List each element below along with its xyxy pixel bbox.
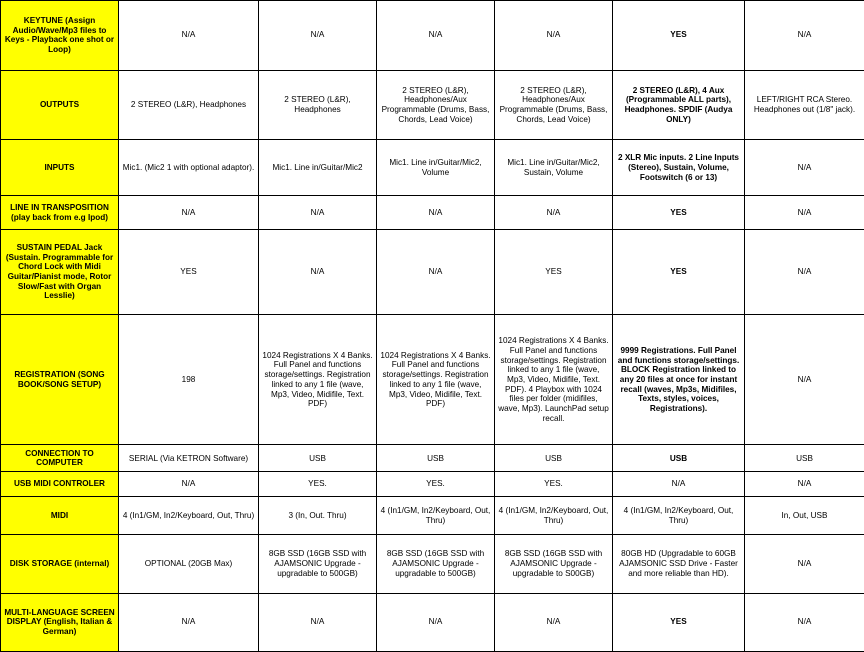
table-cell: N/A	[119, 1, 259, 71]
table-cell: N/A	[119, 593, 259, 651]
row-feature-label: MULTI-LANGUAGE SCREEN DISPLAY (English, Italian & German)	[1, 593, 119, 651]
table-cell: 8GB SSD (16GB SSD with AJAMSONIC Upgrade - upgradable to 500GB)	[377, 535, 495, 593]
table-cell: N/A	[377, 196, 495, 230]
table-cell: 2 STEREO (L&R), Headphones/Aux Programmable (Drums, Bass, Chords, Lead Voice)	[495, 70, 613, 140]
table-cell: N/A	[745, 1, 864, 71]
table-row	[1, 196, 864, 230]
table-cell: N/A	[259, 196, 377, 230]
table-cell: N/A	[377, 1, 495, 71]
row-feature-label: SUSTAIN PEDAL Jack (Sustain. Programmable for Chord Lock with Midi Guitar/Pianist mode, Rotor Slow/Fast with Organ Lesslie)	[1, 229, 119, 314]
table-cell: YES	[495, 229, 613, 314]
table-cell: N/A	[613, 472, 745, 497]
table-cell: N/A	[495, 196, 613, 230]
table-cell: 198	[119, 315, 259, 445]
table-cell: USB	[495, 445, 613, 472]
table-cell: N/A	[745, 140, 864, 196]
table-cell: 9999 Registrations. Full Panel and functions storage/settings. BLOCK Registration linked to any 20 files at once for instant recall (waves, Mp3s, Midifiles, Texts, styles, voices, Registrations).	[613, 315, 745, 445]
table-cell: 8GB SSD (16GB SSD with AJAMSONIC Upgrade - upgradable to 500GB)	[259, 535, 377, 593]
table-row	[1, 70, 864, 140]
table-cell: USB	[259, 445, 377, 472]
table-cell: 2 STEREO (L&R), 4 Aux (Programmable ALL parts), Headphones. SPDIF (Audya ONLY)	[613, 70, 745, 140]
table-cell: YES.	[259, 472, 377, 497]
table-cell: N/A	[745, 229, 864, 314]
table-cell: 3 (In, Out. Thru)	[259, 497, 377, 535]
table-cell: Mic1. Line in/Guitar/Mic2, Volume	[377, 140, 495, 196]
table-row	[1, 445, 864, 472]
table-cell: N/A	[119, 196, 259, 230]
table-cell: N/A	[377, 229, 495, 314]
row-feature-label: CONNECTION TO COMPUTER	[1, 445, 119, 472]
row-feature-label: REGISTRATION (SONG BOOK/SONG SETUP)	[1, 315, 119, 445]
table-cell: YES.	[377, 472, 495, 497]
table-cell: N/A	[495, 593, 613, 651]
row-feature-label: LINE IN TRANSPOSITION (play back from e.g Ipod)	[1, 196, 119, 230]
table-cell: 2 XLR Mic inputs. 2 Line Inputs (Stereo), Sustain, Volume, Footswitch (6 or 13)	[613, 140, 745, 196]
table-row	[1, 593, 864, 651]
table-row	[1, 229, 864, 314]
table-row	[1, 315, 864, 445]
table-cell: N/A	[259, 1, 377, 71]
table-cell: N/A	[745, 196, 864, 230]
table-cell: N/A	[745, 315, 864, 445]
table-cell: OPTIONAL (20GB Max)	[119, 535, 259, 593]
table-cell: 4 (In1/GM, In2/Keyboard, Out, Thru)	[613, 497, 745, 535]
table-cell: SERIAL (Via KETRON Software)	[119, 445, 259, 472]
row-feature-label: MIDI	[1, 497, 119, 535]
row-feature-label: DISK STORAGE (internal)	[1, 535, 119, 593]
table-cell: 1024 Registrations X 4 Banks. Full Panel and functions storage/settings. Registration linked to any 1 file (wave, Mp3, Video, Midifile, Text. PDF)	[259, 315, 377, 445]
table-cell: In, Out, USB	[745, 497, 864, 535]
table-cell: 1024 Registrations X 4 Banks. Full Panel and functions storage/settings. Registration linked to any 1 file (wave, Mp3, Video, Midifile, Text. PDF)	[377, 315, 495, 445]
table-cell: YES	[613, 593, 745, 651]
table-cell: 2 STEREO (L&R), Headphones/Aux Programmable (Drums, Bass, Chords, Lead Voice)	[377, 70, 495, 140]
table-row	[1, 140, 864, 196]
table-cell: 8GB SSD (16GB SSD with AJAMSONIC Upgrade - upgradable to S00GB)	[495, 535, 613, 593]
table-cell: YES	[119, 229, 259, 314]
table-cell: USB	[613, 445, 745, 472]
table-cell: N/A	[377, 593, 495, 651]
table-cell: YES	[613, 229, 745, 314]
table-cell: Mic1. Line in/Guitar/Mic2, Sustain, Volume	[495, 140, 613, 196]
table-cell: USB	[745, 445, 864, 472]
table-cell: 4 (In1/GM, In2/Keyboard, Out, Thru)	[377, 497, 495, 535]
table-cell: YES.	[495, 472, 613, 497]
table-cell: 1024 Registrations X 4 Banks. Full Panel and functions storage/settings. Registration linked to any 1 file (wave, Mp3, Video, Midifile, Text. PDF). 4 Playbox with 1024 files per folder (midifiles, wave, Mp3). LaunchPad setup recall.	[495, 315, 613, 445]
row-feature-label: OUTPUTS	[1, 70, 119, 140]
table-cell: N/A	[119, 472, 259, 497]
table-cell: USB	[377, 445, 495, 472]
row-feature-label: INPUTS	[1, 140, 119, 196]
table-cell: N/A	[745, 472, 864, 497]
table-body	[1, 1, 864, 652]
table-cell: YES	[613, 1, 745, 71]
table-cell: 4 (In1/GM, In2/Keyboard, Out, Thru)	[119, 497, 259, 535]
table-cell: N/A	[259, 593, 377, 651]
table-cell: 2 STEREO (L&R), Headphones	[119, 70, 259, 140]
table-row	[1, 1, 864, 71]
table-row	[1, 535, 864, 593]
table-row	[1, 497, 864, 535]
table-cell: N/A	[259, 229, 377, 314]
table-cell: 80GB HD (Upgradable to 60GB AJAMSONIC SSD Drive - Faster and more reliable than HD).	[613, 535, 745, 593]
row-feature-label: USB MIDI CONTROLER	[1, 472, 119, 497]
row-feature-label: KEYTUNE (Assign Audio/Wave/Mp3 files to Keys - Playback one shot or Loop)	[1, 1, 119, 71]
table-cell: LEFT/RIGHT RCA Stereo. Headphones out (1/8" jack).	[745, 70, 864, 140]
table-cell: N/A	[495, 1, 613, 71]
table-cell: Mic1. Line in/Guitar/Mic2	[259, 140, 377, 196]
table-cell: N/A	[745, 593, 864, 651]
table-cell: 4 (In1/GM, In2/Keyboard, Out, Thru)	[495, 497, 613, 535]
table-cell: YES	[613, 196, 745, 230]
table-cell: 2 STEREO (L&R), Headphones	[259, 70, 377, 140]
table-cell: Mic1. (Mic2 1 with optional adaptor).	[119, 140, 259, 196]
table-row	[1, 472, 864, 497]
table-cell: N/A	[745, 535, 864, 593]
